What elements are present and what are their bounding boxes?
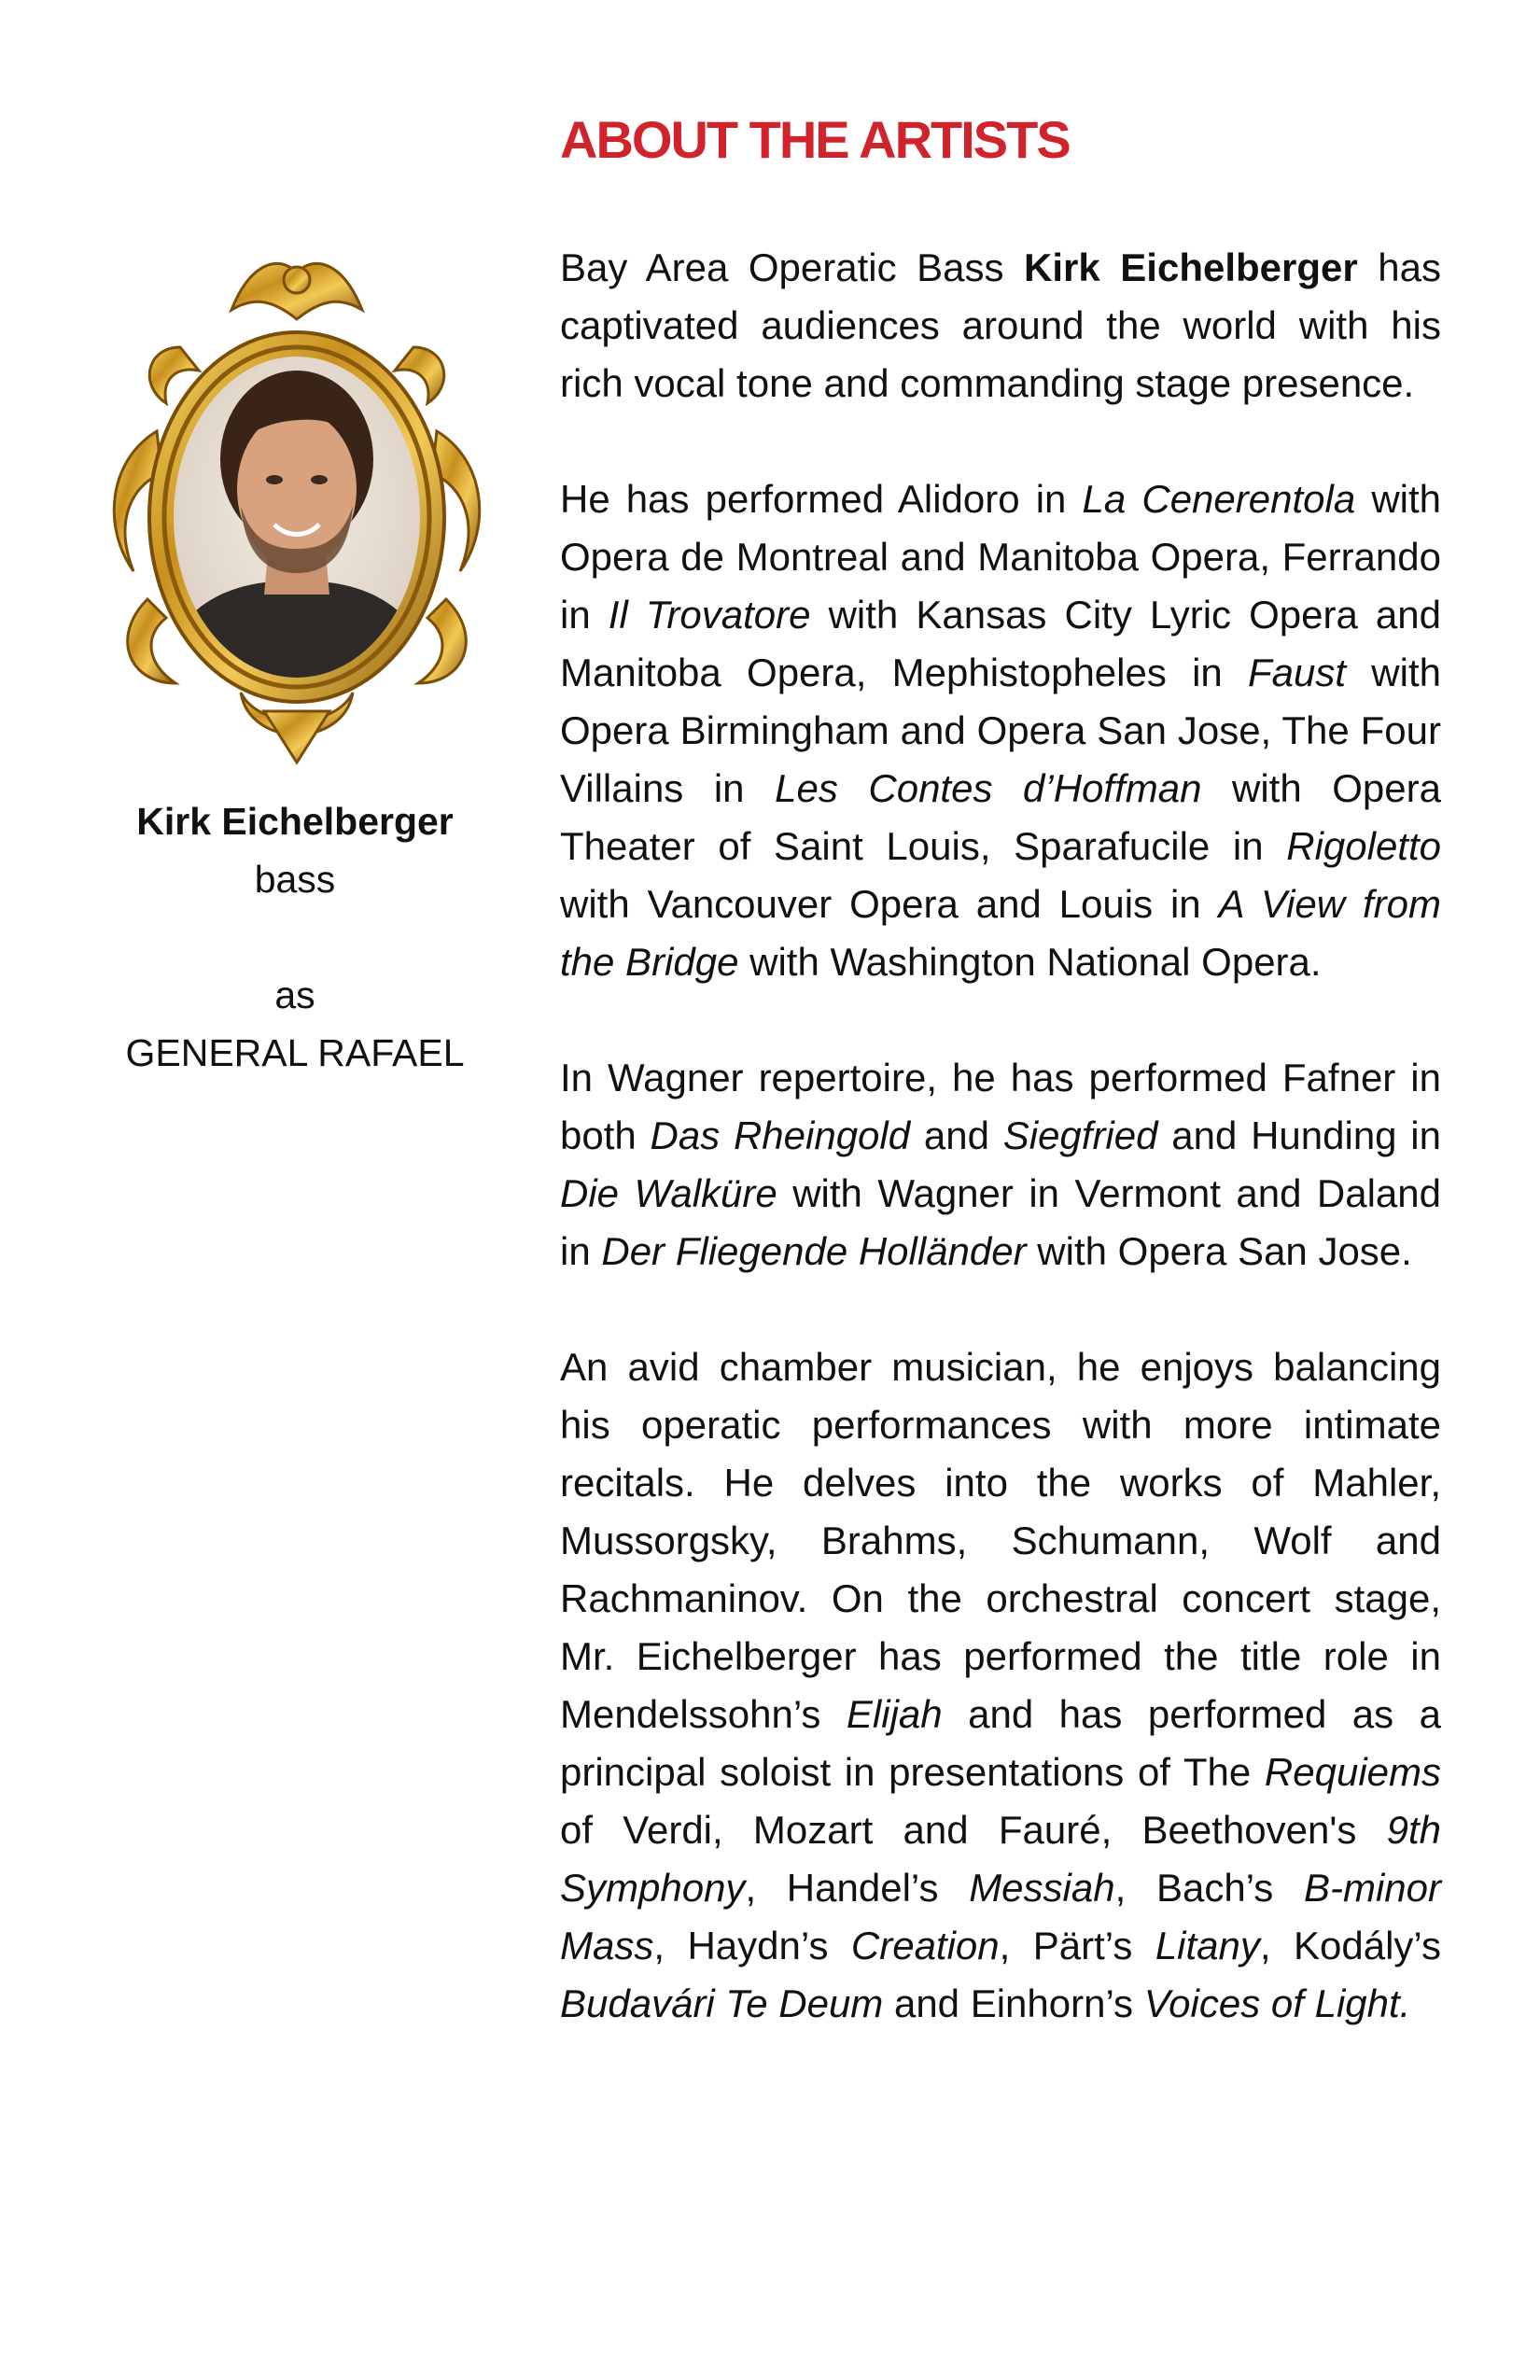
work-title: Faust xyxy=(1248,651,1347,694)
work-title: Les Contes d’Hoffman xyxy=(775,766,1202,810)
bio-text: and has performed as a principal soloist in presentations of The xyxy=(560,1692,1441,1794)
work-title: Elijah xyxy=(846,1692,943,1736)
bio-text: with Opera San Jose. xyxy=(1026,1229,1412,1273)
bio-text: has captivated audiences around the world with his rich vocal tone and commanding stage presence. xyxy=(560,245,1441,405)
work-title: Requiems xyxy=(1264,1750,1441,1794)
bio-text: An avid chamber musician, he enjoys balancing his operatic performances with more intimate recitals. He delves into the works of Mahler, Mussorgsky, Brahms, Schumann, Wolf and Rachmaninov. On the orchestral concert stage, Mr. Eichelberger has performed the title role in Mendelssohn’s xyxy=(560,1345,1441,1736)
artist-caption xyxy=(56,792,534,908)
bio-text: , Haydn’s xyxy=(653,1924,851,1967)
artist-role-block xyxy=(56,966,534,1082)
artist-name-inline: Kirk Eichelberger xyxy=(1024,245,1358,289)
bio-text: , Handel’s xyxy=(745,1866,970,1910)
bio-paragraph xyxy=(560,470,1441,991)
artist-role: GENERAL RAFAEL xyxy=(125,1031,465,1074)
work-title: La Cenerentola xyxy=(1082,477,1356,521)
work-title: Das Rheingold xyxy=(650,1113,911,1157)
bio-text: with Opera de Montreal and Manitoba Opera, Ferrando in xyxy=(560,477,1442,637)
bio-text: and xyxy=(910,1113,1003,1157)
bio-text: In Wagner repertoire, he has performed Fafner in both xyxy=(560,1056,1441,1157)
work-title: Die Walküre xyxy=(560,1171,777,1215)
work-title: A View from the Bridge xyxy=(560,882,1441,984)
artist-biography xyxy=(560,239,1441,2091)
bio-paragraph xyxy=(560,1338,1441,2033)
work-title: B-minor Mass xyxy=(560,1866,1441,1967)
work-title: 9th Symphony xyxy=(560,1808,1441,1910)
work-title: Rigoletto xyxy=(1286,824,1441,868)
artist-name: Kirk Eichelberger xyxy=(136,800,454,843)
bio-paragraph xyxy=(560,1049,1441,1281)
bio-text: , Pärt’s xyxy=(999,1924,1155,1967)
bio-text: , Kodály’s xyxy=(1259,1924,1441,1967)
bio-paragraph xyxy=(560,239,1441,413)
work-title: Budavári Te Deum xyxy=(560,1981,884,2025)
bio-text: with Vancouver Opera and Louis in xyxy=(560,882,1219,926)
work-title: Il Trovatore xyxy=(608,593,811,637)
work-title: Der Fliegende Holländer xyxy=(601,1229,1027,1273)
page-title: ABOUT THE ARTISTS xyxy=(560,110,1070,169)
bio-text: with Washington National Opera. xyxy=(738,940,1322,984)
work-title: Voices of Light. xyxy=(1143,1981,1411,2025)
bio-text: of Verdi, Mozart and Fauré, Beethoven's xyxy=(560,1808,1387,1852)
portrait-frame xyxy=(91,245,502,769)
bio-text: and Einhorn’s xyxy=(883,1981,1144,2025)
work-title: Messiah xyxy=(969,1866,1115,1910)
bio-text: with Wagner in Vermont and Daland in xyxy=(560,1171,1441,1273)
work-title: Creation xyxy=(850,1924,1000,1967)
bio-text: with Opera Birmingham and Opera San Jose, The Four Villains in xyxy=(560,651,1441,810)
as-label: as xyxy=(274,973,315,1016)
ornate-gold-frame-icon xyxy=(91,245,502,769)
work-title: Litany xyxy=(1155,1924,1260,1967)
work-title: Siegfried xyxy=(1002,1113,1158,1157)
bio-text: He has performed Alidoro in xyxy=(560,477,1083,521)
bio-text: with Opera Theater of Saint Louis, Sparafucile in xyxy=(560,766,1441,868)
artist-voice-type: bass xyxy=(254,858,336,901)
bio-text: , Bach’s xyxy=(1114,1866,1304,1910)
bio-text: with Kansas City Lyric Opera and Manitoba Opera, Mephistopheles in xyxy=(560,593,1442,694)
bio-text: and Hunding in xyxy=(1157,1113,1441,1157)
bio-text: Bay Area Operatic Bass xyxy=(560,245,1025,289)
